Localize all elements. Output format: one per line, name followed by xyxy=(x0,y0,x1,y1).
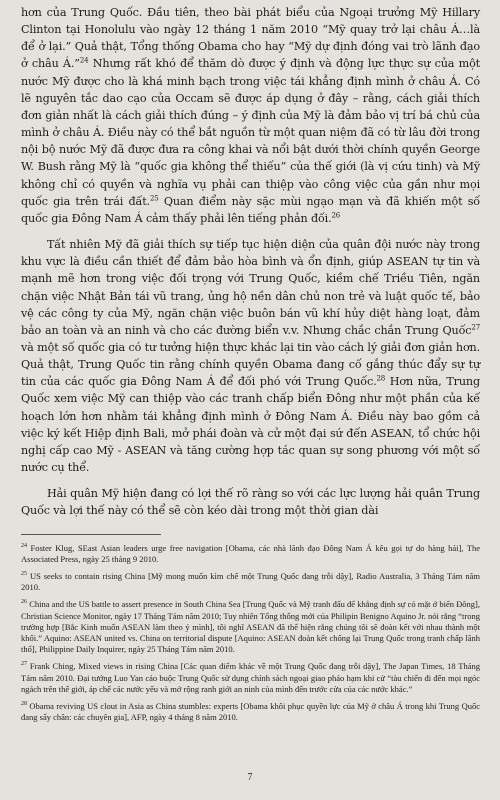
footnote-26 xyxy=(21,599,480,655)
footnote-ref-24[interactable]: 24 xyxy=(79,56,89,65)
paragraph-2: Tất nhiên Mỹ đã giải thích sự tiếp tục hiện diện của quân đội nước này trong khu vực là điều cần thiết để đảm bảo hòa bình và ổn định, giúp ASEAN tự tin và mạnh mẽ hơn trong việc đối trọng với Trung Quốc, kiềm chế Triều Tiên, ngăn chặn việc Nhật Bản tái vũ trang, ủng hộ nền dân chủ non trẻ và luật quốc tế, bảo vệ các công ty của Mỹ, ngăn chặn việc buôn bán vũ khí hủy diệt hàng loạt, đảm bảo an toàn và an ninh và cho các đường biển v.v. Nhưng chắc chắn Trung Quốc$^{27}$ và một số quốc gia có tư tưởng hiện thực khác lại tin vào cách lý giải đơn giản hơn. Quả thật, Trung Quốc tin rằng chính quyền Obama đang cố gắng thúc đẩy sự tự tin của các quốc gia Đông Nam Á để đối phó với Trung Quốc.$^{28}$ Hơn nữa, Trung Quốc xem việc Mỹ can thiệp vào các tranh chấp biển Đông như một phần của kế hoạch lớn hơn nhằm tái khẳng định mình ở Đông Nam Á. Điều này bao gồm cả việc ký kết Hiệp định Bali, mở phái đoàn và cử một đại sứ đến ASEAN, tổ chức hội nghị cấp cao Mỹ - ASEAN và tăng cường hợp tác quan sự song phương với một số nước cụ thể. xyxy=(21,238,481,475)
footnote-ref-25[interactable]: 25 xyxy=(149,193,159,202)
footnote-ref-27[interactable]: 27 xyxy=(471,323,480,332)
body-text xyxy=(21,4,480,520)
footnote-24 xyxy=(21,543,480,565)
footnote-number: 24 xyxy=(21,542,27,549)
footnote-text: Foster Klug, SEast Asian leaders urge free navigation [Obama, các nhà lãnh đạo Đông Nam Á kêu gọi tự do hàng hải], The Associated Press, ngày 25 tháng 9 2010. xyxy=(21,542,481,564)
footnote-ref-28[interactable]: 28 xyxy=(376,374,386,383)
paragraph-3: Hải quân Mỹ hiện đang có lợi thế rõ ràng so với các lực lượng hải quân Trung Quốc và lợi thế này có thể sẽ còn kéo dài trong một thời gian dài xyxy=(21,487,480,518)
footnote-number: 26 xyxy=(21,599,27,606)
footnote-number: 27 xyxy=(21,661,27,668)
footnote-28 xyxy=(21,701,480,723)
page-number: 7 xyxy=(247,772,253,783)
footnote-25 xyxy=(21,571,480,593)
footnote-27 xyxy=(21,661,480,695)
footnote-text: US seeks to contain rising China [Mỹ mong muốn kìm chế một Trung Quốc đang trỗi dậy], Radio Australia, 3 Tháng Tám năm 2010. xyxy=(21,570,480,593)
footnotes xyxy=(21,543,480,724)
footnote-text: Obama reviving US clout in Asia as China stumbles: experts [Obama khôi phục quyền lực của Mỹ ở châu Á trong khi Trung Quốc đang sẩy chân: các chuyên gia], AFP, ngày 4 tháng 8 năm 2010. xyxy=(21,700,481,723)
footnote-number: 28 xyxy=(21,701,27,708)
footnote-text: Frank Ching, Mixed views in rising China [Các quan điểm khác về một Trung Quốc đang trỗi dậy], The Japan Times, 18 Tháng Tám năm 2010. Đại tướng Luo Yan cáo buộc Trung Quốc sử dụng chính sách ngoại giao pháo hạm khi cử “tàu chiến đi đến mọi ngóc ngách trên thế giới, áp chế các nước yếu và mở rộng ranh giới an ninh của mình đến trước cửa của các nước khác.” xyxy=(21,661,481,694)
footnote-ref-26[interactable]: 26 xyxy=(331,211,341,220)
footnote-text: China and the US battle to assert presence in South China Sea [Trung Quốc và Mỹ tranh đấu để khẳng định sự có mặt ở biển Đông], Christian Science Monitor, ngày 17 Tháng Tám năm 2010; Tuy nhiên Tổng thống mới của Philipin Benigno Aquino Jr. nói rằng “trong trường hợp [Bắc Kinh muốn ASEAN làm theo ý mình], tôi nghĩ ASEAN đã thể hiện rằng chúng tôi sẽ đoàn kết với nhau thành một khối.” Aquino: ASEAN united vs. China on territorial dispute [Aquino: ASEAN đoàn kết chống lại Trung Quốc trong tranh chấp lãnh thổ], Philippine Daily Inquirer, ngày 25 Tháng Tám năm 2010. xyxy=(21,599,481,655)
footnote-number: 25 xyxy=(21,571,27,578)
paragraph-1: hơn của Trung Quốc. Đầu tiên, theo bài phát biểu của Ngoại trưởng Mỹ Hillary Clinton tại Honolulu vào ngày 12 tháng 1 năm 2010 “Mỹ quay trở lại châu Á…là để ở lại.” Quả thật, Tổng thống Obama cho hay “Mỹ dự định đóng vai trò lãnh đạo ở châu Á.”$^{24}$ Nhưng rất khó để thăm dò được ý định và động lực thực sự của một nước Mỹ được cho là khá minh bạch trong việc tái khẳng định mình ở châu Á. Có lẽ nguyên tắc dao cạo của Occam sẽ được áp dụng ở đây – rằng, cách giải thích đơn giản nhất là cách giải thích đúng – ý định của Mỹ là đảm bảo vị trí bá chủ của mình ở châu Á. Điều này có thể bắt nguồn từ một quan niệm đã có từ lâu đời trong nội bộ nước Mỹ đã được đưa ra công khai và nổi bật dưới thời chính quyền George W. Bush rằng Mỹ là “quốc gia không thể thiếu” của thế giới (là vị cứu tinh) và Mỹ không chỉ có quyền và nghĩa vụ phải can thiệp vào công việc của gần như mọi quốc gia trên trái đất.$^{25}$ Quan điểm này sặc mùi ngạo mạn và đã khiến một số quốc gia Đông Nam Á cảm thấy phải lên tiếng phản đối.$^{26}$ xyxy=(21,6,480,225)
footnote-separator xyxy=(21,534,161,535)
